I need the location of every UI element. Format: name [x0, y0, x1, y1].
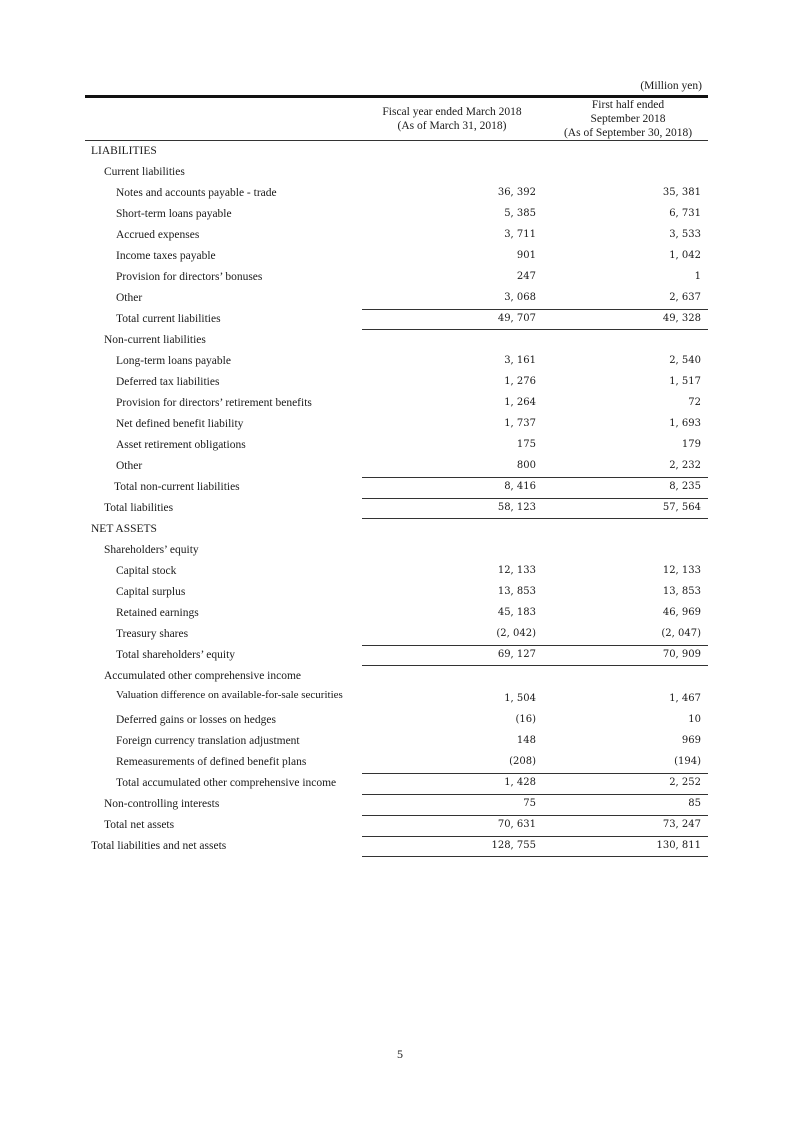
- value-fiscal-year: 8, 416: [504, 481, 536, 492]
- value-fiscal-year: (16): [515, 714, 536, 725]
- column-header-line: (As of September 30, 2018): [563, 127, 693, 139]
- value-first-half: 73, 247: [662, 819, 701, 830]
- value-fiscal-year: 247: [516, 271, 536, 282]
- value-fiscal-year: 1, 264: [504, 397, 536, 408]
- value-first-half: 969: [681, 735, 701, 746]
- table-row: [0, 267, 800, 288]
- table-total-row: [0, 498, 800, 519]
- table-row: [0, 435, 800, 456]
- row-label: Capital stock: [116, 565, 177, 577]
- row-label: Other: [116, 460, 143, 472]
- row-label: Total accumulated other comprehensive income: [116, 777, 337, 789]
- row-label: Current liabilities: [104, 166, 185, 178]
- row-label: Net defined benefit liability: [116, 418, 244, 430]
- value-first-half: 13, 853: [662, 586, 701, 597]
- total-rule: [362, 645, 708, 646]
- value-fiscal-year: 75: [523, 798, 536, 809]
- value-fiscal-year: 5, 385: [504, 208, 536, 219]
- row-label: Total liabilities: [104, 502, 174, 514]
- total-rule: [362, 477, 708, 478]
- value-first-half: 46, 969: [662, 607, 701, 618]
- value-first-half: 2, 637: [669, 292, 701, 303]
- row-label: Deferred gains or losses on hedges: [116, 714, 276, 726]
- row-label: Deferred tax liabilities: [116, 376, 220, 388]
- value-first-half: 12, 133: [662, 565, 701, 576]
- value-first-half: 2, 540: [669, 355, 701, 366]
- row-label: Short-term loans payable: [116, 208, 232, 220]
- value-fiscal-year: 58, 123: [497, 502, 536, 513]
- row-label: Valuation difference on available-for-sale securities: [116, 689, 343, 701]
- row-label: Provision for directors’ retirement benefits: [116, 397, 312, 409]
- row-label: Total current liabilities: [116, 313, 221, 325]
- table-row: [0, 624, 800, 645]
- value-first-half: 130, 811: [656, 840, 701, 851]
- value-fiscal-year: 3, 161: [504, 355, 536, 366]
- table-row: [0, 183, 800, 204]
- value-fiscal-year: 70, 631: [497, 819, 536, 830]
- value-fiscal-year: 800: [516, 460, 536, 471]
- value-fiscal-year: 3, 068: [504, 292, 536, 303]
- balance-sheet-table: [0, 141, 800, 857]
- value-fiscal-year: 3, 711: [504, 229, 536, 240]
- value-first-half: 1, 042: [669, 250, 701, 261]
- table-row: [0, 246, 800, 267]
- value-fiscal-year: 175: [516, 439, 536, 450]
- row-label: Asset retirement obligations: [116, 439, 246, 451]
- table-row: [0, 288, 800, 309]
- value-fiscal-year: 1, 504: [504, 693, 536, 704]
- value-fiscal-year: 49, 707: [497, 313, 536, 324]
- value-first-half: 6, 731: [669, 208, 701, 219]
- table-total-row: [0, 645, 800, 666]
- total-rule: [362, 794, 708, 795]
- table-total-row: [0, 309, 800, 330]
- value-fiscal-year: (208): [509, 756, 536, 767]
- table-row: [0, 687, 800, 710]
- value-fiscal-year: 36, 392: [497, 187, 536, 198]
- row-label: Foreign currency translation adjustment: [116, 735, 300, 747]
- value-fiscal-year: 13, 853: [497, 586, 536, 597]
- value-fiscal-year: 901: [516, 250, 536, 261]
- total-rule: [362, 836, 708, 837]
- value-fiscal-year: 45, 183: [497, 607, 536, 618]
- table-row: [0, 393, 800, 414]
- row-label: Long-term loans payable: [116, 355, 231, 367]
- row-label: Notes and accounts payable - trade: [116, 187, 277, 199]
- table-row: [0, 752, 800, 773]
- row-label: Total liabilities and net assets: [91, 840, 227, 852]
- value-first-half: 35, 381: [662, 187, 701, 198]
- column-header-line: Fiscal year ended March 2018: [382, 106, 522, 118]
- value-first-half: 10: [688, 714, 701, 725]
- table-row: [0, 603, 800, 624]
- table-total-row: [0, 836, 800, 857]
- table-row: [0, 225, 800, 246]
- value-first-half: 1, 467: [669, 693, 701, 704]
- value-first-half: 1: [694, 271, 701, 282]
- value-fiscal-year: 1, 737: [504, 418, 536, 429]
- table-row: [0, 330, 800, 351]
- value-first-half: 8, 235: [669, 481, 701, 492]
- value-fiscal-year: 12, 133: [497, 565, 536, 576]
- table-row: [0, 351, 800, 372]
- table-row: [0, 204, 800, 225]
- value-first-half: (2, 047): [661, 628, 701, 639]
- value-fiscal-year: 1, 428: [504, 777, 536, 788]
- table-total-row: [0, 773, 800, 794]
- row-label: Capital surplus: [116, 586, 186, 598]
- column-header-fiscal-year: [362, 105, 542, 133]
- value-first-half: 57, 564: [662, 502, 701, 513]
- total-rule: [362, 815, 708, 816]
- column-header-line: First half ended: [591, 99, 665, 111]
- value-fiscal-year: 128, 755: [491, 840, 536, 851]
- row-label: Total shareholders’ equity: [116, 649, 236, 661]
- table-row: [0, 666, 800, 687]
- value-first-half: 85: [688, 798, 701, 809]
- table-row: [0, 540, 800, 561]
- table-row: [0, 162, 800, 183]
- value-fiscal-year: 148: [516, 735, 536, 746]
- value-first-half: 179: [681, 439, 701, 450]
- row-label: NET ASSETS: [91, 523, 157, 535]
- row-label: Other: [116, 292, 143, 304]
- column-header-first-half: [548, 98, 708, 140]
- value-first-half: 2, 232: [669, 460, 701, 471]
- row-label: Total net assets: [104, 819, 175, 831]
- value-first-half: 1, 693: [669, 418, 701, 429]
- total-rule: [362, 498, 708, 499]
- table-row: [0, 731, 800, 752]
- row-label: Non-current liabilities: [104, 334, 206, 346]
- table-row: [0, 414, 800, 435]
- table-row: [0, 141, 800, 162]
- value-first-half: 1, 517: [669, 376, 701, 387]
- table-total-row: [0, 815, 800, 836]
- row-label: Retained earnings: [116, 607, 199, 619]
- row-label: Non-controlling interests: [104, 798, 220, 810]
- total-rule: [362, 773, 708, 774]
- value-first-half: 70, 909: [662, 649, 701, 660]
- table-row: [0, 372, 800, 393]
- table-row: [0, 456, 800, 477]
- value-first-half: (194): [674, 756, 701, 767]
- table-row: [0, 582, 800, 603]
- total-rule: [362, 309, 708, 310]
- row-label: LIABILITIES: [91, 145, 157, 157]
- value-first-half: 49, 328: [662, 313, 701, 324]
- value-fiscal-year: 1, 276: [504, 376, 536, 387]
- table-total-row: [0, 477, 800, 498]
- value-first-half: 72: [688, 397, 701, 408]
- value-first-half: 3, 533: [669, 229, 701, 240]
- row-label: Shareholders’ equity: [104, 544, 199, 556]
- value-fiscal-year: (2, 042): [496, 628, 536, 639]
- total-rule: [362, 856, 708, 857]
- row-label: Accrued expenses: [116, 229, 200, 241]
- table-row: [0, 519, 800, 540]
- table-total-row: [0, 794, 800, 815]
- value-fiscal-year: 69, 127: [497, 649, 536, 660]
- column-header-line: (As of March 31, 2018): [397, 120, 507, 132]
- table-row: [0, 710, 800, 731]
- page-number: 5: [397, 1047, 403, 1061]
- row-label: Total non-current liabilities: [114, 481, 240, 493]
- row-label: Income taxes payable: [116, 250, 216, 262]
- row-label: Treasury shares: [116, 628, 189, 640]
- column-header-line: September 2018: [590, 113, 666, 125]
- row-label: Remeasurements of defined benefit plans: [116, 756, 307, 768]
- row-label: Provision for directors’ bonuses: [116, 271, 263, 283]
- unit-label: (Million yen): [640, 80, 702, 92]
- table-row: [0, 561, 800, 582]
- value-first-half: 2, 252: [669, 777, 701, 788]
- row-label: Accumulated other comprehensive income: [104, 670, 302, 682]
